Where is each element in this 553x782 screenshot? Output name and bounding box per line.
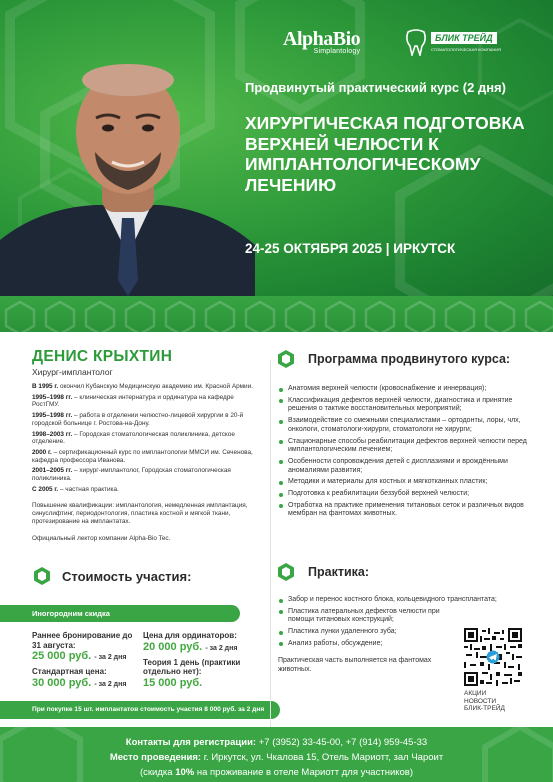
- speaker-name: ДЕНИС КРЫХТИН: [32, 348, 173, 365]
- bio-entry: 1995–1998 гг. – работа в отделении челюстно-лицевой хирургии в 20-й городской больнице г. Ростова-на-Дону.: [32, 412, 244, 427]
- list-item: Анатомия верхней челюсти (кровоснабжение и иннервация);: [278, 385, 540, 394]
- standard-price: 30 000 руб. - за 2 дня: [32, 676, 127, 689]
- early-label: Раннее бронирование до 31 августа:: [32, 631, 133, 650]
- cost-title: Стоимость участия:: [62, 569, 192, 584]
- speaker-bio: [32, 383, 257, 545]
- resident-price: 20 000 руб. - за 2 дня: [143, 640, 238, 653]
- discount-line: (скидка 10% на проживание в отеле Мариотт для участников): [139, 767, 414, 778]
- bio-entry: 2000 г. – сертификационный курс по имплантологии ММСИ им. Сеченова, кафедра профессора Иванова.: [32, 448, 253, 464]
- tooth-icon: [405, 28, 427, 56]
- contacts-line: Контакты для регистрации: +7 (3952) 33-45-00, +7 (914) 959-45-33: [125, 737, 428, 748]
- list-item: Анализ работы, обсуждение;: [278, 640, 548, 649]
- alphabio-logo: AlphaBio Simplantology: [283, 28, 361, 55]
- theory-label: Теория 1 день (практики отдельно нет):: [143, 657, 241, 676]
- list-item: Пластика лунки удаленного зуба;: [278, 628, 548, 637]
- list-item: Подготовка к реабилитации беззубой верхней челюсти;: [278, 490, 540, 499]
- implant-promo-banner: При покупке 15 шт. имплантатов стоимость участия 8 000 руб. за 2 дня: [0, 701, 280, 719]
- hexagon-bullet-icon: [32, 566, 52, 586]
- hexagon-bullet-icon: [276, 562, 296, 582]
- bio-entry: В 1995 г. окончил Кубанскую Медицинскую академию им. Красной Армии.: [32, 383, 253, 390]
- theory-price: 15 000 руб.: [143, 676, 203, 689]
- list-item: Классификация дефектов верхней челюсти, диагностика и принятие решения о тактике восстановительных мероприятий;: [278, 397, 540, 414]
- nonresident-discount-banner: Иногородним скидка: [0, 605, 240, 622]
- list-item: Отработка на практике применения титановых сеток и различных видов мембран на фантомах животных.: [278, 502, 540, 519]
- practice-title: Практика:: [308, 565, 370, 579]
- bio-entry: 1995–1998 гг. – клиническая интернатура и ординатура на кафедре РостГМУ.: [32, 393, 234, 409]
- bio-entry: 2001–2005 гг. – хирург-имплантолог, Городская стоматологическая поликлиника.: [32, 467, 231, 483]
- decorative-strip: [0, 296, 553, 332]
- qr-code[interactable]: [464, 628, 522, 686]
- course-title: ХИРУРГИЧЕСКАЯ ПОДГОТОВКА ВЕРХНЕЙ ЧЕЛЮСТИ К ИМПЛАНТОЛОГИЧЕСКОМУ ЛЕЧЕНИЮ: [245, 113, 525, 195]
- course-type: Продвинутый практический курс (2 дня): [245, 80, 506, 95]
- list-item: Взаимодействие со смежными специалистами – ортодонты, лоры, члх, онкологи, стоматологи-хирурги, стоматологи не хирурги;: [278, 417, 540, 434]
- blik-trade-logo: БЛИК ТРЕЙД СТОМАТОЛОГИЧЕСКАЯ КОМПАНИЯ: [405, 26, 505, 60]
- course-date: 24-25 ОКТЯБРЯ 2025 | ИРКУТСК: [245, 241, 456, 256]
- list-item: Пластика латеральных дефектов челюсти при помощи титановых конструкций;: [278, 608, 458, 625]
- footer: [0, 727, 553, 782]
- bio-entry: С 2005 г. – частная практика.: [32, 485, 119, 493]
- hexagon-bullet-icon: [276, 349, 296, 369]
- hero-banner: [0, 0, 553, 296]
- bio-lecturer: Официальный лектор компании Alpha-Bio Tec.: [32, 534, 171, 542]
- hexagon-row-pattern: [0, 296, 553, 332]
- practice-note: Практическая часть выполняется на фантомах животных.: [278, 657, 432, 673]
- list-item: Особенности сопровождения детей с дисплазиями и врождёнными аномалиями развития;: [278, 458, 540, 475]
- column-divider: [270, 360, 271, 760]
- price-column-main: [32, 631, 142, 691]
- speaker-role: Хирург-имплантолог: [32, 367, 113, 377]
- standard-label: Стандартная цена:: [32, 667, 107, 676]
- early-price: 25 000 руб. - за 2 дня: [32, 650, 127, 662]
- program-title: Программа продвинутого курса:: [308, 352, 511, 366]
- bio-qualification: Повышение квалификации: имплантология, немедленная имплантация, синуслифтинг, периодонтология, пластика костной и мягкой ткани, протезирование на имплантатах.: [32, 502, 248, 525]
- list-item: Забор и перенос костного блока, кольцевидного трансплантата;: [278, 596, 548, 605]
- program-list: [278, 385, 540, 522]
- speaker-photo: [0, 40, 255, 296]
- price-column-extra: [143, 631, 273, 689]
- bio-entry: 1998–2003 гг. – Городская стоматологическая поликлиника, детское отделение.: [32, 430, 235, 446]
- list-item: Методики и материалы для костных и мягкотканных пластик;: [278, 478, 540, 487]
- venue-line: Место проведения: г. Иркутск, ул. Чкалова 15, Отель Мариотт, зал Чароит: [109, 752, 444, 763]
- partner-logos: [283, 26, 513, 62]
- list-item: Стационарные способы реабилитации дефектов верхней челюсти перед имплантологическим лечением;: [278, 438, 540, 455]
- qr-caption: АКЦИИ НОВОСТИ БЛИК-ТРЕЙД: [464, 690, 505, 712]
- resident-label: Цена для ординаторов:: [143, 631, 237, 640]
